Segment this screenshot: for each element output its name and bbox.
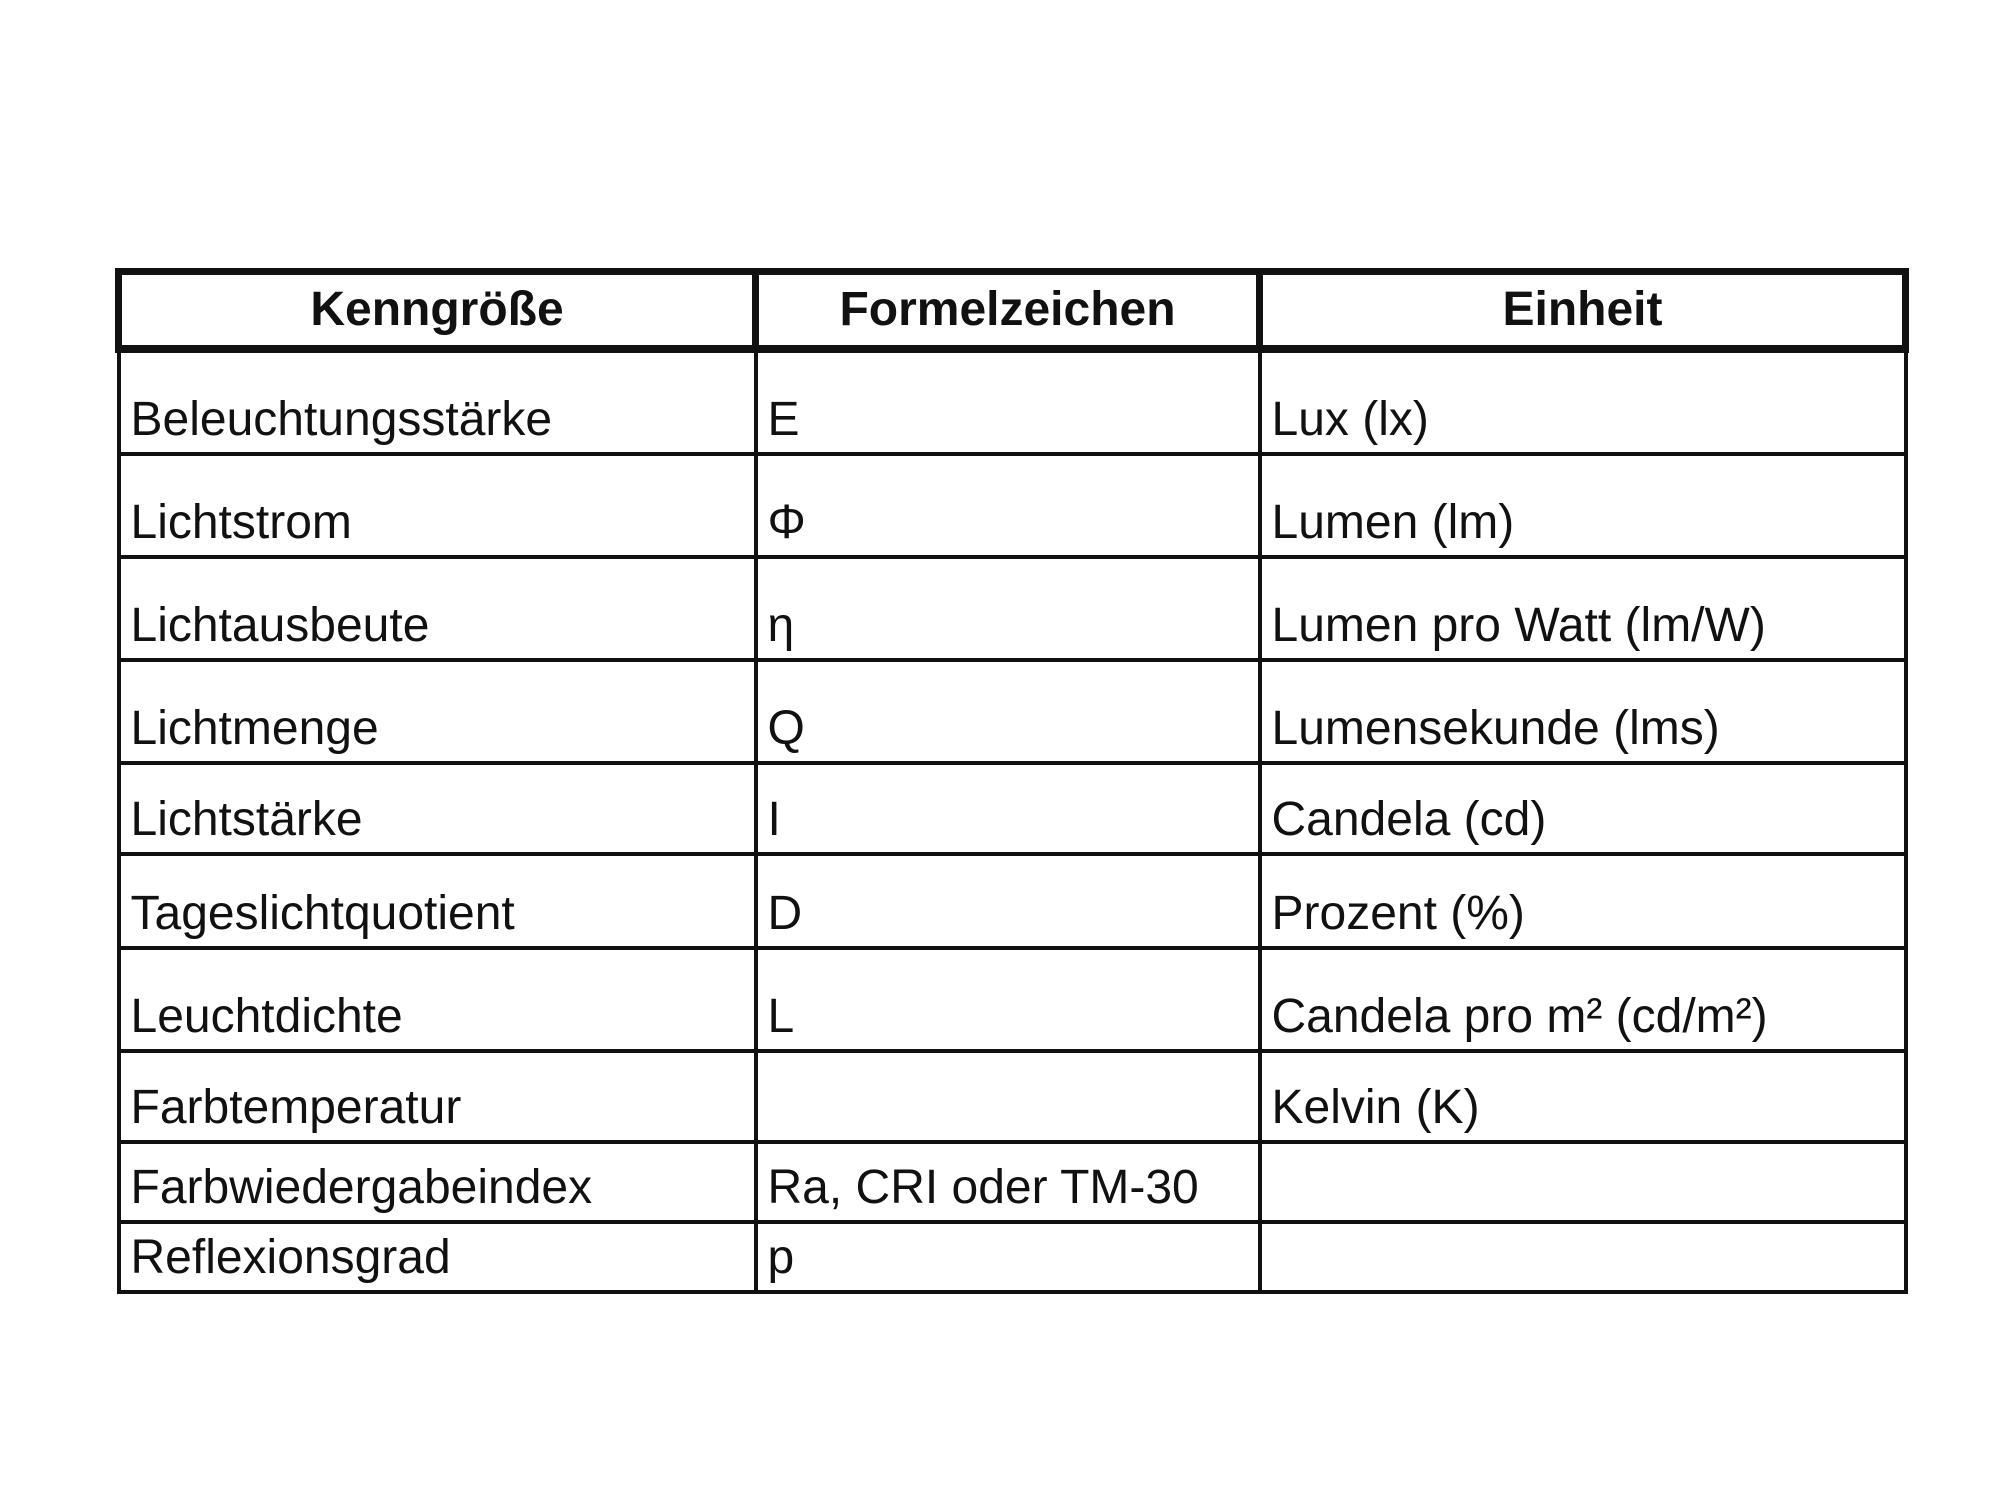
cell-quantity: Tageslichtquotient <box>119 854 756 948</box>
cell-symbol: E <box>756 349 1260 454</box>
cell-unit: Kelvin (K) <box>1260 1051 1906 1142</box>
cell-quantity: Lichtausbeute <box>119 557 756 660</box>
cell-unit: Lumen pro Watt (lm/W) <box>1260 557 1906 660</box>
table-body <box>119 349 1906 1292</box>
cell-unit: Prozent (%) <box>1260 854 1906 948</box>
cell-symbol: Φ <box>756 454 1260 557</box>
cell-symbol: Ra, CRI oder TM-30 <box>756 1142 1260 1222</box>
cell-unit: Lux (lx) <box>1260 349 1906 454</box>
cell-unit: Lumen (lm) <box>1260 454 1906 557</box>
cell-symbol: L <box>756 948 1260 1051</box>
cell-symbol: D <box>756 854 1260 948</box>
header-symbol: Formelzeichen <box>756 272 1260 350</box>
cell-unit <box>1260 1142 1906 1222</box>
cell-symbol <box>756 1051 1260 1142</box>
table-row <box>119 1142 1906 1222</box>
cell-unit: Lumensekunde (lms) <box>1260 660 1906 763</box>
photometric-quantities-table <box>115 268 1909 1294</box>
cell-unit: Candela pro m² (cd/m²) <box>1260 948 1906 1051</box>
cell-quantity: Reflexionsgrad <box>119 1222 756 1292</box>
header-quantity: Kenngröße <box>119 272 756 350</box>
cell-unit <box>1260 1222 1906 1292</box>
table-row <box>119 660 1906 763</box>
table-row <box>119 948 1906 1051</box>
cell-symbol: η <box>756 557 1260 660</box>
table-row <box>119 454 1906 557</box>
cell-quantity: Farbwiedergabeindex <box>119 1142 756 1222</box>
cell-quantity: Lichtstärke <box>119 763 756 854</box>
table-row <box>119 557 1906 660</box>
cell-symbol: I <box>756 763 1260 854</box>
cell-quantity: Lichtmenge <box>119 660 756 763</box>
cell-quantity: Lichtstrom <box>119 454 756 557</box>
cell-quantity: Farbtemperatur <box>119 1051 756 1142</box>
table-row <box>119 763 1906 854</box>
cell-quantity: Leuchtdichte <box>119 948 756 1051</box>
header-unit: Einheit <box>1260 272 1906 350</box>
table-row <box>119 1222 1906 1292</box>
table-row <box>119 349 1906 454</box>
header-row <box>119 272 1906 350</box>
cell-symbol: p <box>756 1222 1260 1292</box>
table-header <box>119 272 1906 350</box>
cell-symbol: Q <box>756 660 1260 763</box>
table-row <box>119 854 1906 948</box>
photometric-quantities-table-container <box>115 268 1902 1294</box>
cell-quantity: Beleuchtungsstärke <box>119 349 756 454</box>
cell-unit: Candela (cd) <box>1260 763 1906 854</box>
table-row <box>119 1051 1906 1142</box>
